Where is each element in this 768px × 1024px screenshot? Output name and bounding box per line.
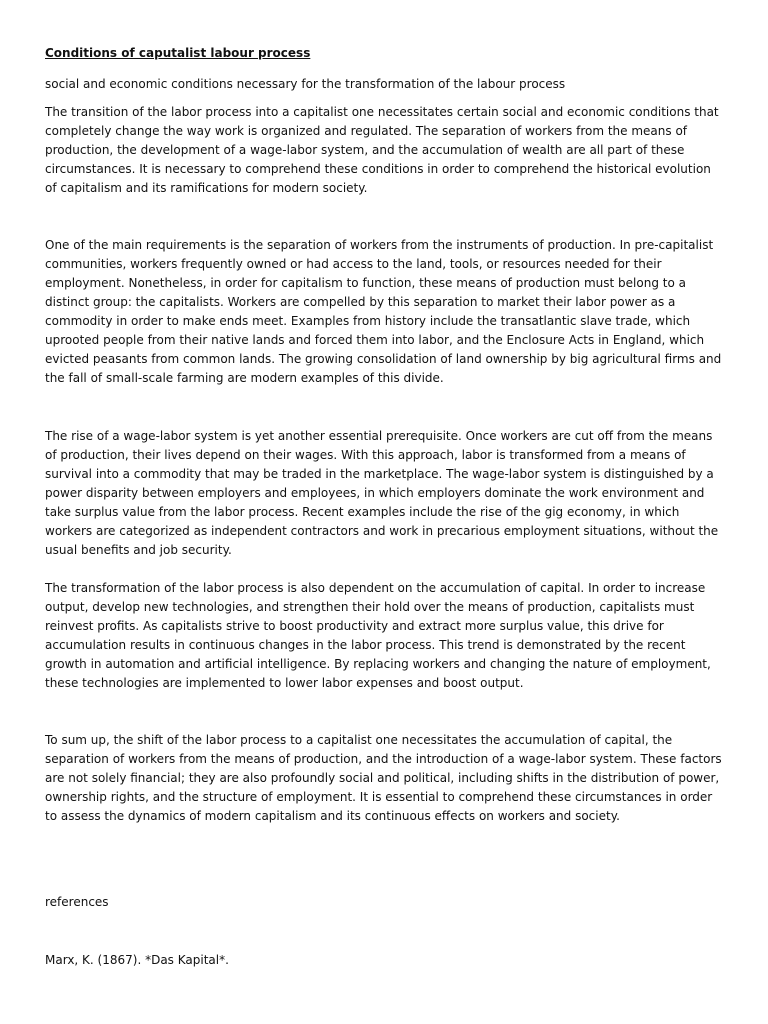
paragraph-conclusion: To sum up, the shift of the labor process to a capitalist one necessitates the accumulation of capital, the separation of workers from the means of production, and the introduction of a wage-labor system. These factors are not solely financial; they are also profoundly social and political, including shifts in the distribution of power, ownership rights, and the structure of employment. It is essential to comprehend these circumstances in order to assess the dynamics of modern capitalism and its continuous effects on workers and society. bbox=[45, 733, 722, 823]
document-title: Conditions of caputalist labour process bbox=[45, 46, 311, 60]
paragraph-separation: One of the main requirements is the separation of workers from the instruments of production. In pre-capitalist communities, workers frequently owned or had access to the land, tools, or resources needed for their employment. Nonetheless, in order for capitalism to function, these means of production must belong to a distinct group: the capitalists. Workers are compelled by this separation to market their labor power as a commodity in order to make ends meet. Examples from history include the transatlantic slave trade, which uprooted people from their native lands and forced them into labor, and the Enclosure Acts in England, which evicted peasants from common lands. The growing consolidation of land ownership by big agricultural firms and the fall of small-scale farming are modern examples of this divide. bbox=[45, 238, 722, 385]
paragraph-intro: The transition of the labor process into a capitalist one necessitates certain social and economic conditions that completely change the way work is organized and regulated. The separation of workers from the means of production, the development of a wage-labor system, and the accumulation of wealth are all part of these circumstances. It is necessary to comprehend these conditions in order to comprehend the historical evolution of capitalism and its ramifications for modern society. bbox=[45, 105, 719, 195]
paragraph-wage-labor: The rise of a wage-labor system is yet another essential prerequisite. Once workers are cut off from the means of production, their lives depend on their wages. With this approach, labor is transformed from a means of survival into a commodity that may be traded in the marketplace. The wage-labor system is distinguished by a power disparity between employers and employees, in which employers dominate the work environment and take surplus value from the labor process. Recent examples include the rise of the gig economy, in which workers are categorized as independent contractors and work in precarious employment situations, without the usual benefits and job security. bbox=[45, 429, 719, 557]
document-subtitle: social and economic conditions necessary for the transformation of the labour process bbox=[45, 77, 566, 91]
reference-entry: Marx, K. (1867). *Das Kapital*. bbox=[45, 953, 229, 967]
paragraph-accumulation: The transformation of the labor process is also dependent on the accumulation of capital. In order to increase output, develop new technologies, and strengthen their hold over the means of production, capitalists must reinvest profits. As capitalists strive to boost productivity and extract more surplus value, this drive for accumulation results in continuous changes in the labor process. This trend is demonstrated by the recent growth in automation and artificial intelligence. By replacing workers and changing the nature of employment, these technologies are implemented to lower labor expenses and boost output. bbox=[45, 581, 711, 690]
references-heading: references bbox=[45, 895, 109, 909]
